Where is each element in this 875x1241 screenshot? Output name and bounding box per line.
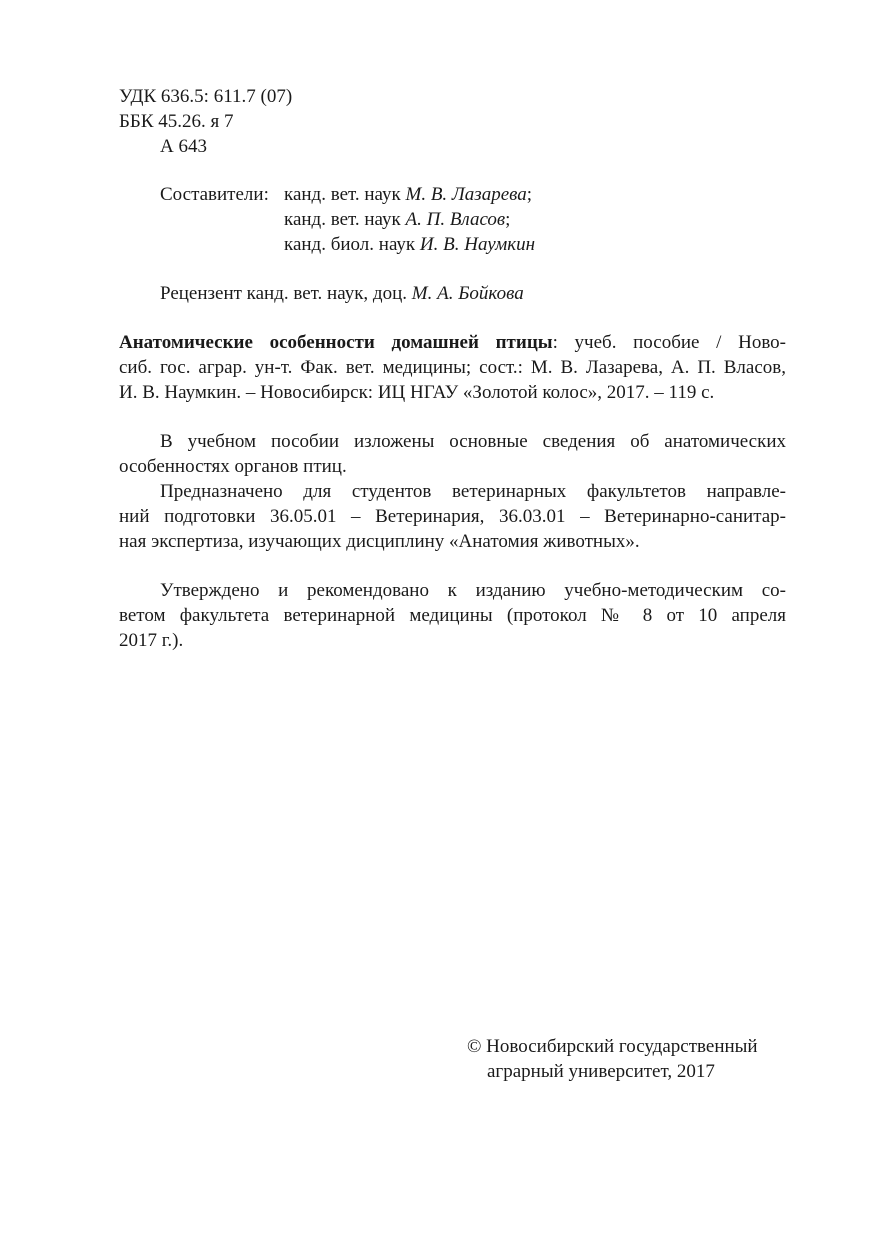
udk-code: УДК 636.5: 611.7 (07) bbox=[119, 86, 293, 107]
copyright-line1: © Новосибирский государственный bbox=[467, 1036, 758, 1057]
compiler-row bbox=[160, 182, 786, 207]
compilers-block bbox=[119, 182, 786, 257]
approval-line1: Утверждено и рекомендовано к изданию учебно-методическим со- bbox=[160, 580, 786, 601]
compiler-name: И. В. Наумкин bbox=[419, 234, 536, 255]
biblio-line-1 bbox=[119, 330, 786, 355]
compiler-entry bbox=[284, 207, 510, 232]
biblio-line-2: сиб. гос. аграр. ун-т. Фак. вет. медицины; сост.: М. В. Лазарева, А. П. Власов, bbox=[119, 357, 786, 378]
reviewer-name: М. А. Бойкова bbox=[411, 283, 524, 304]
abstract-p1-line2: особенностях органов птиц. bbox=[119, 456, 347, 477]
compiler-name: М. В. Лазарева bbox=[405, 184, 527, 205]
approval-line3: 2017 г.). bbox=[119, 630, 184, 651]
approval-line2: ветом факультета ветеринарной медицины (протокол № 8 от 10 апреля bbox=[119, 605, 786, 626]
compiler-degree: канд. вет. наук bbox=[284, 209, 401, 230]
abstract-p2-line1: Предназначено для студентов ветеринарных факультетов направле- bbox=[160, 481, 786, 502]
bbk-code: ББК 45.26. я 7 bbox=[119, 111, 234, 132]
title-verso bbox=[119, 84, 786, 653]
copyright-line2: аграрный университет, 2017 bbox=[487, 1061, 715, 1082]
author-mark: А 643 bbox=[160, 136, 207, 157]
reviewer-line bbox=[119, 281, 786, 306]
copyright-notice bbox=[467, 1034, 787, 1084]
compiler-entry bbox=[284, 232, 535, 257]
abstract-p2-line2: ний подготовки 36.05.01 – Ветеринария, 36.03.01 – Ветеринарно-санитар- bbox=[119, 506, 786, 527]
book-title: Анатомические особенности домашней птицы bbox=[119, 332, 553, 353]
compilers-label: Составители: bbox=[160, 184, 269, 205]
abstract-p1-line1: В учебном пособии изложены основные сведения об анатомических bbox=[160, 431, 786, 452]
compiler-row bbox=[160, 207, 786, 232]
compiler-degree: канд. биол. наук bbox=[284, 234, 416, 255]
approval-block bbox=[119, 578, 786, 653]
bibliographic-record bbox=[119, 330, 786, 405]
compiler-row bbox=[160, 232, 786, 257]
abstract-p2-line3: ная экспертиза, изучающих дисциплину «Анатомия животных». bbox=[119, 531, 640, 552]
abstract-block bbox=[119, 429, 786, 554]
biblio-line-1-rest: : учеб. пособие / Ново- bbox=[552, 332, 786, 353]
classification-block bbox=[119, 84, 786, 159]
compiler-degree: канд. вет. наук bbox=[284, 184, 401, 205]
compiler-punct: ; bbox=[505, 209, 511, 230]
compiler-punct: ; bbox=[526, 184, 533, 205]
biblio-line-3: И. В. Наумкин. – Новосибирск: ИЦ НГАУ «Золотой колос», 2017. – 119 с. bbox=[119, 382, 715, 403]
compiler-entry bbox=[284, 182, 532, 207]
compiler-name: А. П. Власов bbox=[405, 209, 506, 230]
reviewer-text: Рецензент канд. вет. наук, доц. bbox=[160, 283, 408, 304]
